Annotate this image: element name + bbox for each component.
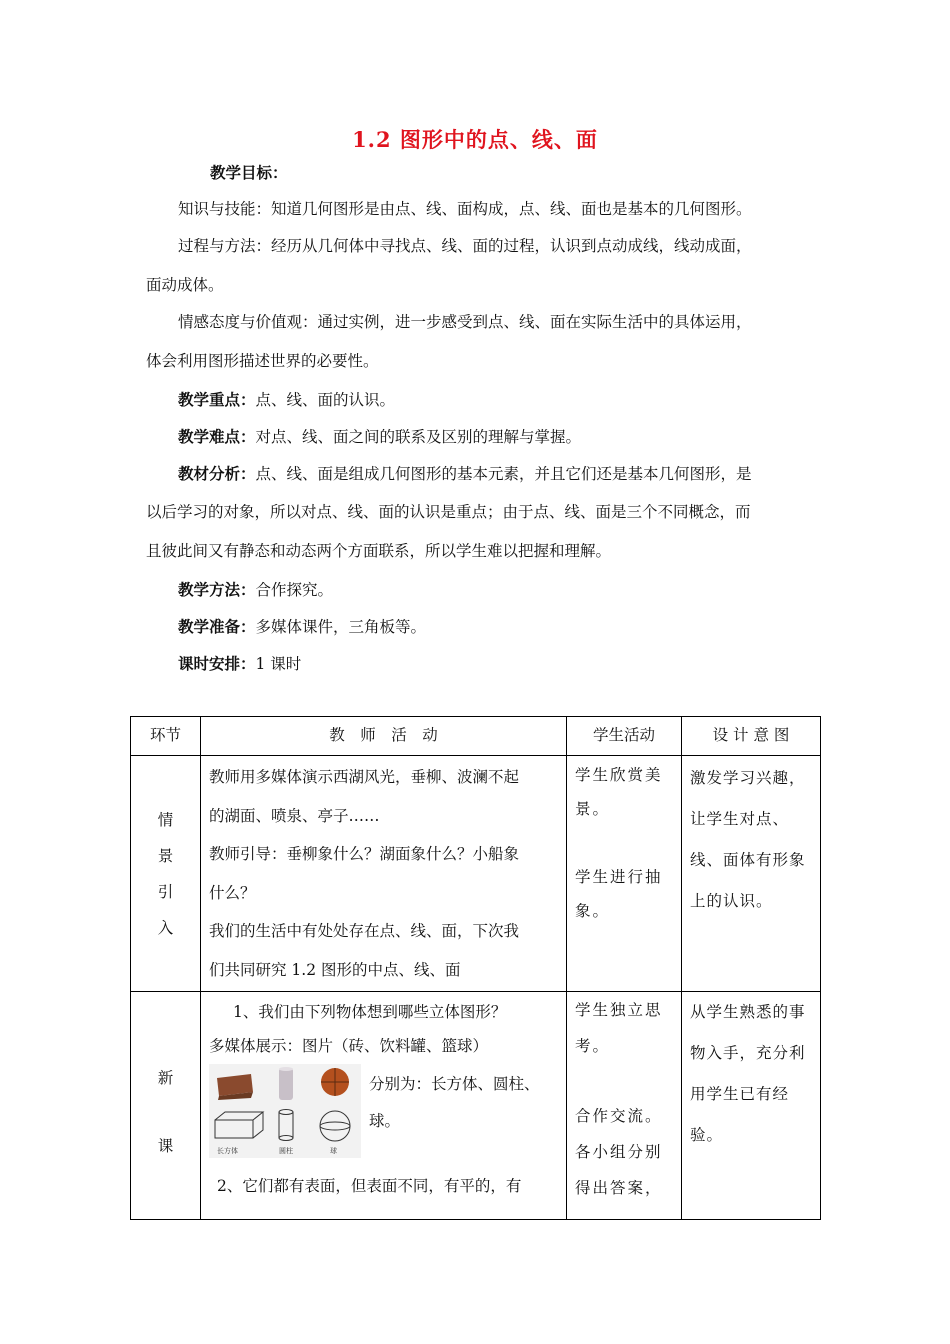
lesson-table [130, 716, 821, 1220]
knowledge-skill: 知识与技能：知道几何图形是由点、线、面构成，点、线、面也是基本的几何图形。 [178, 200, 752, 218]
header-student: 学生活动 [567, 717, 682, 756]
table-row [131, 992, 821, 1220]
analysis-line1: 教材分析：点、线、面是组成几何图形的基本元素，并且它们还是基本几何图形，是 [178, 464, 752, 483]
teaching-method: 教学方法：合作探究。 [178, 580, 334, 599]
cylinder-label: 圆柱 [279, 1147, 293, 1155]
header-teacher: 教 师 活 动 [201, 717, 567, 756]
design-intent-new: 从学生熟悉的事 物入手，充分利 用学生已有经 验。 [682, 992, 821, 1220]
emotion-line1: 情感态度与价值观：通过实例，进一步感受到点、线、面在实际生活中的具体运用， [178, 313, 752, 331]
teacher-activity-new: 1、我们由下列物体想到哪些立体图形？ 多媒体展示：图片（砖、饮料罐、篮球） 长方体 圆柱 球 分别为：长方体、圆柱、 球。 2、它们都有表面，但表面不同，有平的，有 [201, 992, 567, 1220]
can-picture [279, 1068, 293, 1100]
table-row [131, 756, 821, 992]
teaching-prep: 教学准备：多媒体课件，三角板等。 [178, 617, 427, 636]
process-method-line1: 过程与方法：经历从几何体中寻找点、线、面的过程，认识到点动成线，线动成面， [178, 237, 752, 255]
teacher-activity-intro: 教师用多媒体演示西湖风光，垂柳、波澜不起 的湖面、喷泉、亭子…… 教师引导：垂柳象什么？湖面象什么？小船象 什么？ 我们的生活中有处处存在点、线、面，下次我 们共同研究 1.2 图形的中点、线、面 [201, 756, 567, 992]
key-point: 教学重点：点、线、面的认识。 [178, 390, 396, 409]
stage-new-lesson: 新 课 [131, 992, 201, 1220]
header-stage: 环节 [131, 717, 201, 756]
stage-intro: 情 景 引 入 [131, 756, 201, 992]
analysis-line2: 以后学习的对象，所以对点、线、面的认识是重点；由于点、线、面是三个不同概念，而 [146, 503, 751, 521]
shapes-figure: 长方体 圆柱 球 分别为：长方体、圆柱、 球。 [209, 1064, 558, 1158]
page-title: 1.2 图形中的点、线、面 [352, 127, 598, 152]
student-activity-new: 学生独立思 考。 合作交流。 各小组分别 得出答案， [567, 992, 682, 1220]
student-activity-intro: 学生欣赏美 景。 学生进行抽 象。 [567, 756, 682, 992]
schedule: 课时安排：1 课时 [178, 654, 302, 673]
emotion-line2: 体会利用图形描述世界的必要性。 [146, 352, 379, 370]
analysis-line3: 且彼此间又有静态和动态两个方面联系，所以学生难以把握和理解。 [146, 542, 612, 560]
cuboid-label: 长方体 [217, 1147, 238, 1155]
difficulty: 教学难点：对点、线、面之间的联系及区别的理解与掌握。 [178, 427, 582, 446]
sphere-label: 球 [330, 1147, 337, 1155]
table-header-row [131, 717, 821, 756]
solids-image [209, 1064, 361, 1158]
design-intent-intro: 激发学习兴趣， 让学生对点、 线、面体有形象 上的认识。 [682, 756, 821, 992]
process-method-line2: 面动成体。 [146, 276, 224, 294]
header-design: 设 计 意 图 [682, 717, 821, 756]
objectives-heading: 教学目标： [210, 163, 288, 182]
